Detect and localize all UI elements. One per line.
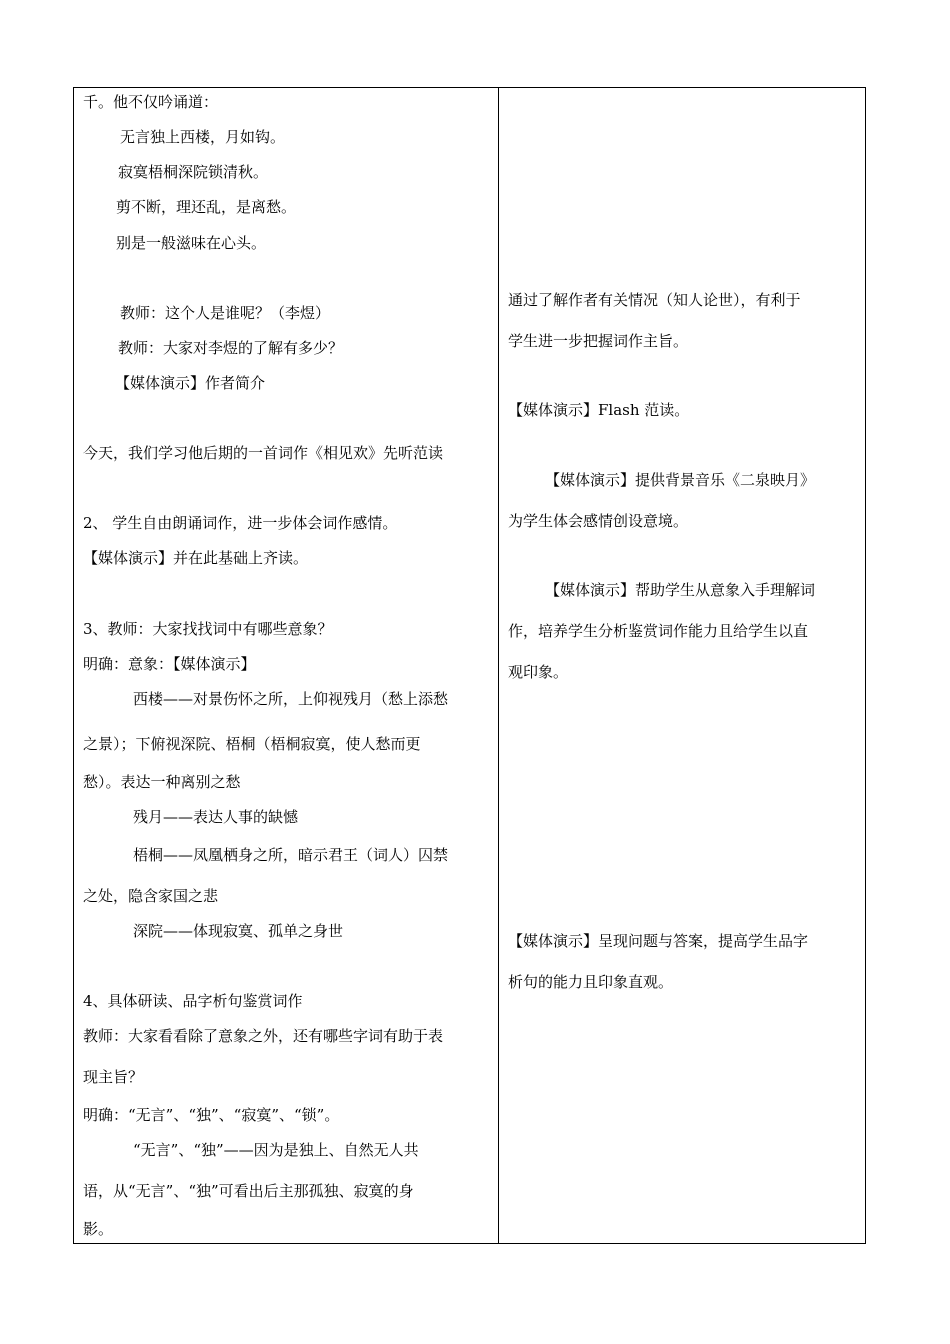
text-line: 语，从“无言”、“独”可看出后主那孤独、寂寞的身 (83, 1182, 414, 1200)
text-line: 明确：“无言”、“独”、“寂寞”、“锁”。 (83, 1106, 340, 1124)
text-line: 教师：这个人是谁呢？（李煜） (120, 304, 331, 322)
text-line: 梧桐——凤凰栖身之所，暗示君王（词人）囚禁 (133, 846, 449, 864)
text-line: 愁）。表达一种离别之愁 (83, 773, 241, 791)
note-line: 通过了解作者有关情况（知人论世），有利于 (508, 291, 801, 309)
text-line: 之景）；下俯视深院、梧桐（梧桐寂寞，使人愁而更 (83, 735, 421, 753)
note-line: 析句的能力且印象直观。 (508, 973, 674, 991)
column-divider (498, 87, 499, 1244)
note-line: 【媒体演示】帮助学生从意象入手理解词 (545, 581, 816, 599)
poem-line: 别是一般滋味在心头。 (116, 234, 267, 252)
poem-line: 无言独上西楼，月如钩。 (120, 128, 286, 146)
text-line: 西楼——对景伤怀之所，上仰视残月（愁上添愁 (133, 690, 449, 708)
step-heading: 4、具体研读、品字析句鉴赏词作 (83, 992, 303, 1010)
text-line: 教师：大家对李煜的了解有多少？ (118, 339, 344, 357)
text-line: 今天，我们学习他后期的一首词作《相见欢》先听范读 (83, 444, 444, 462)
note-line: 作，培养学生分析鉴赏词作能力且给学生以直 (508, 622, 809, 640)
text-line: 现主旨？ (83, 1068, 144, 1086)
poem-line: 寂寞梧桐深院锁清秋。 (118, 163, 269, 181)
poem-line: 剪不断，理还乱，是离愁。 (116, 198, 297, 216)
note-line: 学生进一步把握词作主旨。 (508, 332, 689, 350)
note-line: 【媒体演示】提供背景音乐《二泉映月》 (545, 471, 816, 489)
text-line: 教师：大家看看除了意象之外，还有哪些字词有助于表 (83, 1027, 444, 1045)
text-line: 【媒体演示】作者简介 (115, 374, 266, 392)
text-line: 影。 (83, 1220, 114, 1238)
note-line: 【媒体演示】Flash 范读。 (508, 401, 690, 419)
note-line: 观印象。 (508, 663, 569, 681)
text-line: 残月——表达人事的缺憾 (133, 808, 299, 826)
text-line: “无言”、“独”——因为是独上、自然无人共 (133, 1141, 419, 1159)
text-line: 之处，隐含家国之悲 (83, 887, 219, 905)
step-heading: 2、 学生自由朗诵词作，进一步体会词作感情。 (83, 514, 398, 532)
text-line: 千。他不仅吟诵道： (83, 93, 219, 111)
text-line: 【媒体演示】并在此基础上齐读。 (83, 549, 309, 567)
step-heading: 3、教师：大家找找词中有哪些意象？ (83, 620, 333, 638)
note-line: 【媒体演示】呈现问题与答案，提高学生品字 (508, 932, 809, 950)
note-line: 为学生体会感情创设意境。 (508, 512, 689, 530)
text-line: 明确：意象：【媒体演示】 (83, 655, 256, 673)
text-line: 深院——体现寂寞、孤单之身世 (133, 922, 344, 940)
